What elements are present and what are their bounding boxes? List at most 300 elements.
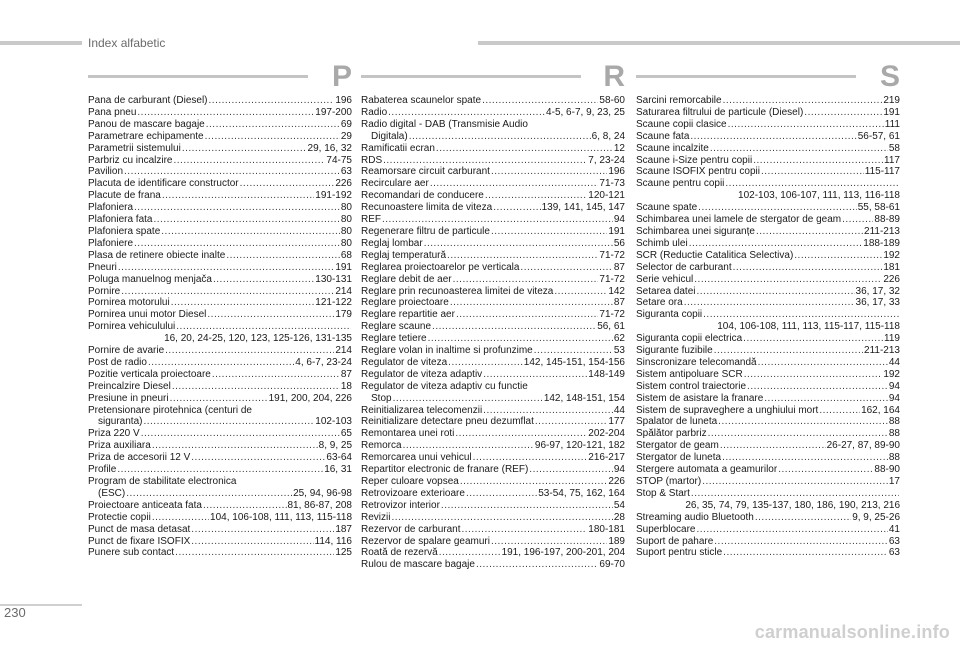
header-label: Index alfabetic bbox=[88, 36, 166, 50]
dot-leader bbox=[432, 321, 596, 333]
index-entry bbox=[361, 440, 625, 452]
index-entry bbox=[636, 536, 900, 548]
dot-leader bbox=[143, 416, 314, 428]
entry-term: Streaming audio Bluetooth bbox=[636, 511, 754, 523]
entry-pages: 121-122 bbox=[315, 297, 352, 309]
index-entry bbox=[361, 214, 625, 226]
entry-pages: 87 bbox=[613, 297, 625, 309]
entry-pages: 139, 141, 145, 147 bbox=[541, 202, 625, 214]
entry-term: Radio digital - DAB (Transmisie Audio bbox=[361, 118, 528, 130]
entry-pages: 214 bbox=[335, 345, 352, 357]
entry-pages: 94 bbox=[888, 380, 900, 392]
index-entry bbox=[88, 464, 352, 476]
entry-pages: 196 bbox=[608, 166, 625, 178]
entry-term: Protectie copii bbox=[88, 511, 151, 523]
entry-term: Reglaj temperatură bbox=[361, 249, 447, 261]
entry-pages: 44 bbox=[613, 404, 625, 416]
entry-term: Scaune ISOFIX pentru copii bbox=[636, 166, 760, 178]
entry-pages: 17 bbox=[888, 476, 900, 487]
dot-leader bbox=[702, 476, 888, 488]
entry-pages: 192 bbox=[883, 368, 900, 380]
entry-pages: 53 bbox=[613, 345, 625, 357]
dot-leader bbox=[718, 416, 888, 428]
entry-term: Sistem de asistare la franare bbox=[636, 392, 764, 404]
entry-term: Recomandari de conducere bbox=[361, 190, 484, 202]
index-entry bbox=[361, 262, 625, 274]
entry-term: Sistem de supraveghere a unghiului mort bbox=[636, 404, 819, 416]
entry-term: Sinscronizare telecomandă bbox=[636, 356, 757, 368]
dot-leader bbox=[714, 345, 863, 357]
index-entry bbox=[636, 393, 900, 405]
entry-term: Rulou de mascare bagaje bbox=[361, 559, 475, 571]
entry-term: Reper culoare vopsea bbox=[361, 476, 459, 487]
index-column-s bbox=[636, 60, 900, 559]
index-entry bbox=[361, 250, 625, 262]
dot-leader bbox=[689, 238, 863, 250]
entry-pages: 180-181 bbox=[588, 523, 625, 535]
index-entry bbox=[636, 262, 900, 274]
entry-pages: 56-57, 61 bbox=[857, 130, 900, 142]
index-entry bbox=[361, 155, 625, 167]
dot-leader bbox=[152, 512, 209, 524]
entry-term: Reinitializarea telecomenzii bbox=[361, 404, 483, 416]
index-entry bbox=[636, 547, 900, 559]
entry-term: Reglare volan in inaltime si profunzime bbox=[361, 345, 533, 357]
dot-leader bbox=[162, 190, 314, 202]
entry-pages: 87 bbox=[340, 368, 352, 380]
entry-term: Proiectoare anticeata fata bbox=[88, 499, 202, 511]
entry-pages: 80 bbox=[340, 202, 352, 214]
entry-term: Saturarea filtrului de particule (Diesel) bbox=[636, 106, 804, 118]
entry-term: Priza de accesorii 12 V bbox=[88, 452, 191, 464]
entry-pages: 191 bbox=[883, 106, 900, 118]
dot-leader bbox=[520, 262, 612, 274]
entry-term: Priza auxiliara bbox=[88, 440, 151, 452]
entry-term: Pornirea motorului bbox=[88, 297, 170, 309]
entry-pages: 188-189 bbox=[863, 237, 900, 249]
entry-pages: 214 bbox=[335, 285, 352, 297]
dot-leader bbox=[462, 524, 588, 536]
index-entry bbox=[88, 452, 352, 464]
entry-term: Plafoniera bbox=[88, 202, 134, 214]
entry-pages: 88-89 bbox=[874, 214, 900, 226]
dot-leader bbox=[441, 500, 613, 512]
entry-term: Remorcarea unui vehicul bbox=[361, 452, 472, 464]
dot-leader bbox=[165, 345, 334, 357]
letter-heading-row bbox=[636, 60, 900, 93]
index-entry bbox=[361, 238, 625, 250]
index-entry bbox=[361, 286, 625, 298]
entry-pages: 94 bbox=[888, 392, 900, 404]
dot-leader bbox=[382, 214, 613, 226]
index-entry bbox=[361, 547, 625, 559]
entry-term: Regenerare filtru de particule bbox=[361, 225, 490, 237]
dot-leader bbox=[804, 107, 882, 119]
entry-pages: 142, 148-151, 154 bbox=[543, 392, 625, 404]
entry-pages: 115-117 bbox=[864, 166, 900, 178]
entry-pages: 181 bbox=[883, 261, 900, 273]
dot-leader bbox=[708, 428, 888, 440]
entry-term: Siguranta copii bbox=[636, 309, 703, 321]
dot-leader bbox=[476, 559, 598, 571]
dot-leader bbox=[725, 178, 899, 190]
index-entry bbox=[361, 559, 625, 571]
index-entry bbox=[636, 357, 900, 369]
entry-term: Scaune copii clasice bbox=[636, 118, 727, 130]
letter-rule bbox=[88, 75, 308, 78]
entry-pages: 62 bbox=[613, 333, 625, 345]
dot-leader bbox=[447, 250, 598, 262]
entry-pages: 58 bbox=[888, 142, 900, 154]
index-entry bbox=[88, 119, 352, 131]
index-entry bbox=[88, 262, 352, 274]
entry-pages: 81, 86-87, 208 bbox=[287, 499, 352, 511]
entry-term: Pornirea unui motor Diesel bbox=[88, 309, 207, 321]
entry-pages: 114, 116 bbox=[314, 535, 352, 547]
index-entry bbox=[636, 226, 900, 238]
dot-leader bbox=[141, 428, 340, 440]
dot-leader bbox=[205, 131, 340, 143]
entry-pages: 4, 6-7, 23-24 bbox=[295, 356, 352, 368]
entry-term: Program de stabilitate electronica bbox=[88, 476, 237, 487]
index-entry bbox=[88, 155, 352, 167]
index-entry bbox=[88, 226, 352, 238]
entry-pages: 96-97, 120-121, 182 bbox=[534, 440, 625, 452]
entry-pages: 53-54, 75, 162, 164 bbox=[538, 487, 625, 499]
index-entry bbox=[88, 309, 352, 321]
dot-leader bbox=[383, 155, 587, 167]
entry-pages: 9, 9, 25-26 bbox=[852, 511, 900, 523]
entry-pages: 12 bbox=[613, 142, 625, 154]
entry-pages: 54 bbox=[613, 499, 625, 511]
entry-pages: 26, 35, 74, 79, 135-137, 180, 186, 190, 213, 216 bbox=[685, 499, 900, 511]
index-entry bbox=[88, 250, 352, 262]
entry-term: Regulator de viteza adaptiv bbox=[361, 368, 483, 380]
dot-leader bbox=[126, 488, 292, 500]
letter-rule bbox=[361, 75, 581, 78]
entry-pages: 8, 9, 25 bbox=[318, 440, 352, 452]
index-entry bbox=[636, 274, 900, 286]
dot-leader bbox=[482, 95, 598, 107]
entry-pages: 65 bbox=[340, 428, 352, 440]
index-entry bbox=[361, 345, 625, 357]
entry-term: Reinitializare detectare pneu dezumflat bbox=[361, 416, 534, 428]
index-entry bbox=[88, 297, 352, 309]
index-entry bbox=[361, 190, 625, 202]
entry-term: Recirculare aer bbox=[361, 178, 429, 190]
entry-pages: 211-213 bbox=[864, 225, 900, 237]
dot-leader bbox=[137, 107, 314, 119]
entry-term: Reglare scaune bbox=[361, 321, 432, 333]
entry-term: Spalator de luneta bbox=[636, 416, 718, 428]
letter-heading-row bbox=[361, 60, 625, 93]
entry-term: Remontarea unei roti bbox=[361, 428, 455, 440]
entry-term: Scaune fata bbox=[636, 130, 690, 142]
index-entry bbox=[88, 143, 352, 155]
entry-pages: 197-200 bbox=[315, 106, 352, 118]
dot-leader bbox=[696, 524, 887, 536]
index-entry bbox=[361, 428, 625, 440]
dot-leader bbox=[448, 357, 523, 369]
entry-pages: 102-103 bbox=[315, 416, 352, 428]
dot-leader bbox=[466, 488, 537, 500]
entry-term: Pana pneu bbox=[88, 106, 137, 118]
dot-leader bbox=[758, 357, 888, 369]
entry-term: Punere sub contact bbox=[88, 547, 175, 559]
entry-pages: 6, 8, 24 bbox=[591, 130, 625, 142]
entry-term: Plafoniere bbox=[88, 237, 134, 249]
entry-pages: 63-64 bbox=[326, 452, 352, 464]
dot-leader bbox=[455, 428, 587, 440]
entry-term: Pornire de avarie bbox=[88, 345, 165, 357]
index-entry bbox=[88, 536, 352, 548]
dot-leader bbox=[176, 321, 351, 333]
dot-leader bbox=[554, 286, 607, 298]
entry-term: Panou de mascare bagaje bbox=[88, 118, 205, 130]
entry-term: Pana de carburant (Diesel) bbox=[88, 95, 208, 106]
dot-leader bbox=[191, 452, 325, 464]
dot-leader bbox=[212, 369, 340, 381]
dot-leader bbox=[723, 547, 888, 559]
header-rule-left bbox=[0, 41, 82, 45]
entry-term: Superblocare bbox=[636, 523, 696, 535]
dot-leader bbox=[173, 155, 325, 167]
dot-leader bbox=[473, 452, 588, 464]
entry-term: Reglarea proiectoarelor pe verticala bbox=[361, 261, 520, 273]
index-entry bbox=[636, 416, 900, 428]
entry-pages: 69-70 bbox=[599, 559, 625, 571]
entry-pages: 226 bbox=[335, 178, 352, 190]
entry-pages: 16, 31 bbox=[324, 464, 352, 476]
dot-leader bbox=[456, 309, 598, 321]
entry-pages: 142 bbox=[608, 285, 625, 297]
index-entry bbox=[361, 357, 625, 369]
dot-leader bbox=[453, 274, 599, 286]
entry-term: Preincalzire Diesel bbox=[88, 380, 171, 392]
entry-term: Schimbarea unei lamele de stergator de geam bbox=[636, 214, 842, 226]
dot-leader bbox=[491, 226, 607, 238]
entry-term: Pornirea vehiculului bbox=[88, 321, 176, 333]
entry-pages: 94 bbox=[613, 214, 625, 226]
entry-pages: 142, 145-151, 154-156 bbox=[523, 356, 625, 368]
entry-pages: 196 bbox=[335, 95, 352, 106]
index-entry bbox=[88, 214, 352, 226]
dot-leader bbox=[756, 226, 863, 238]
index-entry bbox=[88, 547, 352, 559]
entry-pages: 111 bbox=[884, 118, 900, 130]
entry-pages: 80 bbox=[340, 225, 352, 237]
dot-leader bbox=[172, 381, 340, 393]
index-entry bbox=[88, 166, 352, 178]
entry-pages: 226 bbox=[608, 476, 625, 487]
entry-pages: 28 bbox=[613, 511, 625, 523]
index-entry bbox=[361, 166, 625, 178]
entry-term: Stergator de luneta bbox=[636, 452, 722, 464]
entry-pages: 56 bbox=[613, 237, 625, 249]
entry-term: Reglare debit de aer bbox=[361, 273, 452, 285]
index-entry bbox=[88, 131, 352, 143]
index-entry bbox=[636, 309, 900, 333]
index-entry bbox=[636, 155, 900, 167]
index-entry bbox=[88, 369, 352, 381]
dot-leader bbox=[697, 286, 855, 298]
dot-leader bbox=[450, 297, 613, 309]
dot-leader bbox=[207, 309, 334, 321]
dot-leader bbox=[690, 131, 856, 143]
entry-term: Rabaterea scaunelor spate bbox=[361, 95, 482, 106]
entry-pages: 191-192 bbox=[315, 190, 352, 202]
entry-term: Repartitor electronic de franare (REF) bbox=[361, 464, 529, 476]
entry-term: siguranta) bbox=[98, 416, 143, 428]
entry-pages: 88 bbox=[888, 452, 900, 464]
dot-leader bbox=[191, 536, 313, 548]
index-entry bbox=[361, 512, 625, 524]
entry-term: Plafoniera fata bbox=[88, 214, 153, 226]
entry-term: Sistem antipoluare SCR bbox=[636, 368, 743, 380]
index-entry bbox=[636, 143, 900, 155]
entry-pages: 63 bbox=[888, 535, 900, 547]
dot-leader bbox=[753, 155, 883, 167]
index-column-p bbox=[88, 60, 352, 559]
entry-pages: 74-75 bbox=[326, 154, 352, 166]
entry-term: Parbriz cu incalzire bbox=[88, 154, 173, 166]
entry-pages: 71-73 bbox=[599, 178, 625, 190]
entry-term: Reglare repartitie aer bbox=[361, 309, 455, 321]
entry-term: Stergator de geam bbox=[636, 440, 719, 452]
index-entry bbox=[88, 393, 352, 405]
dot-leader bbox=[134, 238, 340, 250]
entry-pages: 211-213 bbox=[864, 345, 900, 357]
entry-term: Selector de carburant bbox=[636, 261, 732, 273]
index-entry bbox=[88, 405, 352, 429]
entry-term: Remorca bbox=[361, 440, 402, 452]
index-entry bbox=[636, 524, 900, 536]
dot-leader bbox=[154, 214, 340, 226]
dot-leader bbox=[391, 512, 612, 524]
entry-term: Priza 220 V bbox=[88, 428, 140, 440]
index-entry bbox=[636, 166, 900, 178]
index-entry bbox=[88, 357, 352, 369]
entry-term: Parametrare echipamente bbox=[88, 130, 204, 142]
entry-term: Reglare proiectoare bbox=[361, 297, 449, 309]
entry-term: Punct de fixare ISOFIX bbox=[88, 535, 191, 547]
entry-pages: 191, 200, 204, 226 bbox=[268, 392, 352, 404]
entry-term: Pozitie verticala proiectoare bbox=[88, 368, 211, 380]
letter-heading: R bbox=[603, 60, 625, 93]
entry-pages: 25, 94, 96-98 bbox=[293, 487, 352, 499]
entry-pages: 71-72 bbox=[599, 273, 625, 285]
index-entry bbox=[636, 381, 900, 393]
dot-leader bbox=[393, 393, 543, 405]
entry-term: Pneuri bbox=[88, 261, 117, 273]
dot-leader bbox=[722, 452, 888, 464]
dot-leader bbox=[491, 166, 607, 178]
index-entry bbox=[88, 286, 352, 298]
dot-leader bbox=[723, 95, 883, 107]
entry-pages: 191 bbox=[335, 261, 352, 273]
index-entry bbox=[88, 178, 352, 190]
index-entry bbox=[361, 416, 625, 428]
dot-leader bbox=[684, 297, 855, 309]
entry-pages: 18 bbox=[340, 380, 352, 392]
dot-leader bbox=[240, 178, 335, 190]
entry-term: Reglare tetiere bbox=[361, 333, 427, 345]
entry-term: Retrovizoare exterioare bbox=[361, 487, 465, 499]
index-entry bbox=[361, 226, 625, 238]
dot-leader bbox=[534, 345, 613, 357]
dot-leader bbox=[733, 262, 883, 274]
index-entry bbox=[636, 345, 900, 357]
dot-leader bbox=[226, 250, 340, 262]
index-entries bbox=[636, 95, 900, 559]
dot-leader bbox=[409, 131, 591, 143]
index-entry bbox=[636, 297, 900, 309]
dot-leader bbox=[428, 333, 613, 345]
entry-pages: 55, 58-61 bbox=[857, 202, 900, 214]
entry-term: Pornire bbox=[88, 285, 121, 297]
dot-leader bbox=[134, 202, 340, 214]
entry-term: Suport de pahare bbox=[636, 535, 714, 547]
entry-term: Setarea datei bbox=[636, 285, 696, 297]
index-entry bbox=[361, 369, 625, 381]
index-entries bbox=[88, 95, 352, 559]
index-entry bbox=[88, 95, 352, 107]
dot-leader bbox=[460, 476, 607, 488]
index-entry bbox=[636, 178, 900, 202]
dot-leader bbox=[436, 143, 613, 155]
dot-leader bbox=[535, 416, 607, 428]
entry-term: Poluga manuelnog menjača bbox=[88, 273, 212, 285]
index-entry bbox=[361, 524, 625, 536]
index-entry bbox=[361, 119, 625, 143]
index-entry bbox=[88, 238, 352, 250]
entry-pages: 191, 196-197, 200-201, 204 bbox=[501, 547, 625, 559]
entry-term: Setare ora bbox=[636, 297, 683, 309]
entry-pages: 148-149 bbox=[588, 368, 625, 380]
entry-term: Placuta de identificare constructor bbox=[88, 178, 239, 190]
index-entry bbox=[361, 274, 625, 286]
entry-term: Profile bbox=[88, 464, 117, 476]
dot-leader bbox=[491, 536, 607, 548]
entry-pages: 63 bbox=[340, 166, 352, 178]
dot-leader bbox=[124, 166, 340, 178]
entry-term: Punct de masa detasat bbox=[88, 523, 191, 535]
entry-term: Suport pentru sticle bbox=[636, 547, 723, 559]
dot-leader bbox=[703, 309, 899, 321]
entry-term: SCR (Reductie Catalitica Selectiva) bbox=[636, 249, 794, 261]
entry-pages: 226 bbox=[883, 273, 900, 285]
entry-pages: 87 bbox=[613, 261, 625, 273]
letter-heading: P bbox=[331, 60, 352, 93]
dot-leader bbox=[714, 536, 888, 548]
entry-pages: 179 bbox=[335, 309, 352, 321]
dot-leader bbox=[117, 464, 323, 476]
dot-leader bbox=[778, 464, 873, 476]
entry-pages: 219 bbox=[883, 95, 900, 106]
dot-leader bbox=[728, 119, 884, 131]
dot-leader bbox=[170, 393, 268, 405]
entry-term: Digitala) bbox=[371, 130, 408, 142]
index-entry bbox=[361, 309, 625, 321]
dot-leader bbox=[493, 202, 540, 214]
entry-pages: 29 bbox=[340, 130, 352, 142]
entry-term: RDS bbox=[361, 154, 383, 166]
index-entries bbox=[361, 95, 625, 571]
dot-leader bbox=[691, 488, 899, 500]
entry-term: Pavilion bbox=[88, 166, 124, 178]
letter-rule bbox=[636, 75, 856, 78]
entry-term: Presiune in pneuri bbox=[88, 392, 169, 404]
